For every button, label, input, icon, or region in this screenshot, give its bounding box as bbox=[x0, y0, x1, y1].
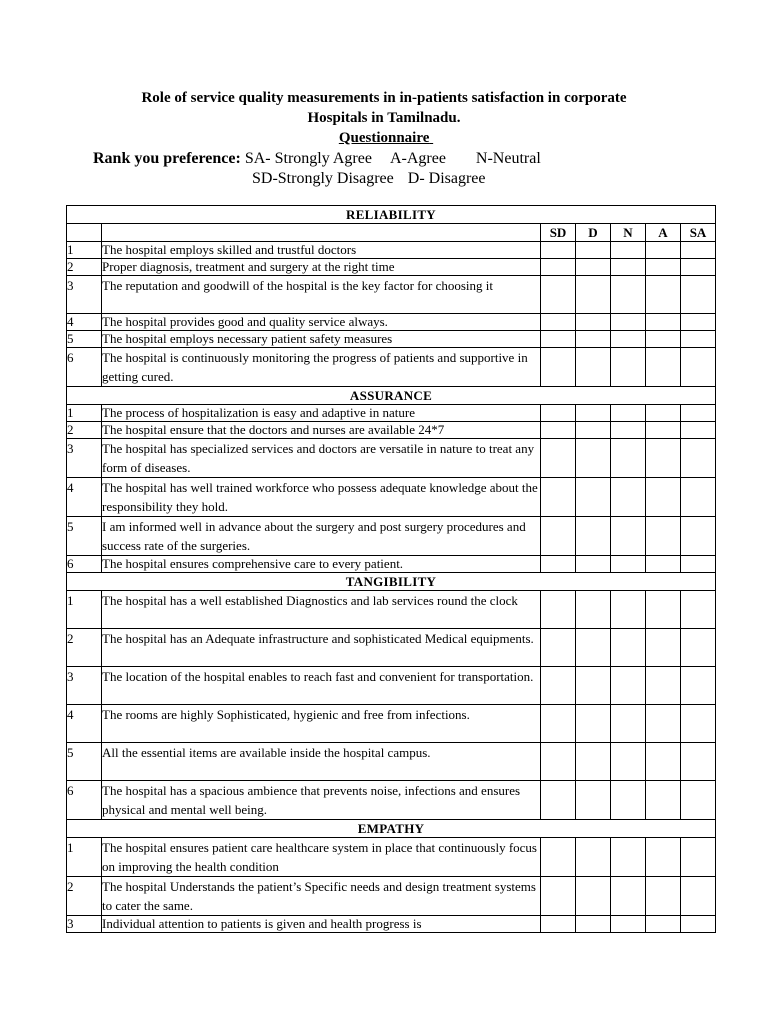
rating-cell-n[interactable] bbox=[611, 478, 646, 517]
question-number: 6 bbox=[67, 348, 102, 387]
question-text: The reputation and goodwill of the hospital is the key factor for choosing it bbox=[102, 276, 541, 314]
rating-column-header: SD bbox=[541, 224, 576, 242]
rank-label: Rank you preference: bbox=[93, 150, 241, 167]
question-text: The hospital ensures comprehensive care to every patient. bbox=[102, 556, 541, 573]
rating-cell-n[interactable] bbox=[611, 314, 646, 331]
question-row bbox=[67, 439, 716, 478]
rating-cell-d[interactable] bbox=[576, 422, 611, 439]
rating-cell-d[interactable] bbox=[576, 348, 611, 387]
rating-cell-d[interactable] bbox=[576, 705, 611, 743]
rating-cell-sd[interactable] bbox=[541, 838, 576, 877]
question-row bbox=[67, 838, 716, 877]
rating-cell-a[interactable] bbox=[646, 314, 681, 331]
question-row bbox=[67, 405, 716, 422]
rating-cell-n[interactable] bbox=[611, 331, 646, 348]
legend-a: A-Agree bbox=[389, 150, 446, 167]
rating-cell-d[interactable] bbox=[576, 781, 611, 820]
rating-cell-sd[interactable] bbox=[541, 781, 576, 820]
document-title-line2: Hospitals in Tamilnadu. bbox=[307, 110, 461, 126]
rating-cell-n[interactable] bbox=[611, 629, 646, 667]
rating-cell-sa[interactable] bbox=[681, 348, 716, 387]
rating-cell-a[interactable] bbox=[646, 629, 681, 667]
rating-cell-sd[interactable] bbox=[541, 259, 576, 276]
header-blank-cell bbox=[102, 224, 541, 242]
rating-cell-n[interactable] bbox=[611, 877, 646, 916]
rating-cell-d[interactable] bbox=[576, 331, 611, 348]
rating-cell-d[interactable] bbox=[576, 629, 611, 667]
section-row bbox=[67, 206, 716, 224]
question-number: 1 bbox=[67, 242, 102, 259]
rating-cell-sa[interactable] bbox=[681, 331, 716, 348]
questionnaire-heading: Questionnaire bbox=[338, 130, 430, 146]
rating-cell-sd[interactable] bbox=[541, 591, 576, 629]
rating-column-header: SA bbox=[681, 224, 716, 242]
rating-cell-a[interactable] bbox=[646, 478, 681, 517]
question-row bbox=[67, 478, 716, 517]
rating-cell-sd[interactable] bbox=[541, 439, 576, 478]
question-row bbox=[67, 629, 716, 667]
rating-cell-n[interactable] bbox=[611, 838, 646, 877]
rating-cell-a[interactable] bbox=[646, 781, 681, 820]
rating-cell-d[interactable] bbox=[576, 478, 611, 517]
rating-cell-a[interactable] bbox=[646, 877, 681, 916]
rating-cell-a[interactable] bbox=[646, 517, 681, 556]
rating-cell-a[interactable] bbox=[646, 743, 681, 781]
question-number: 3 bbox=[67, 667, 102, 705]
rating-cell-a[interactable] bbox=[646, 276, 681, 314]
question-row bbox=[67, 242, 716, 259]
rating-cell-sd[interactable] bbox=[541, 422, 576, 439]
section-row bbox=[67, 573, 716, 591]
rating-cell-sa[interactable] bbox=[681, 422, 716, 439]
section-row bbox=[67, 820, 716, 838]
rating-header-row bbox=[67, 224, 716, 242]
rating-cell-sa[interactable] bbox=[681, 556, 716, 573]
rating-cell-n[interactable] bbox=[611, 743, 646, 781]
rating-cell-d[interactable] bbox=[576, 439, 611, 478]
question-text: The hospital has a spacious ambience that prevents noise, infections and ensures physical and mental well being. bbox=[102, 781, 541, 820]
question-text: The hospital employs skilled and trustful doctors bbox=[102, 242, 541, 259]
question-number: 5 bbox=[67, 331, 102, 348]
rating-cell-a[interactable] bbox=[646, 242, 681, 259]
question-text: The hospital ensure that the doctors and nurses are available 24*7 bbox=[102, 422, 541, 439]
rating-cell-sd[interactable] bbox=[541, 743, 576, 781]
rating-cell-sa[interactable] bbox=[681, 838, 716, 877]
rating-cell-n[interactable] bbox=[611, 517, 646, 556]
question-text: Individual attention to patients is given and health progress is bbox=[102, 916, 541, 933]
rating-cell-a[interactable] bbox=[646, 916, 681, 933]
rating-cell-sd[interactable] bbox=[541, 478, 576, 517]
question-number: 6 bbox=[67, 781, 102, 820]
rating-cell-sd[interactable] bbox=[541, 705, 576, 743]
question-text: The hospital ensures patient care healthcare system in place that continuously focus on improving the health condition bbox=[102, 838, 541, 877]
rating-cell-sd[interactable] bbox=[541, 405, 576, 422]
section-title: RELIABILITY bbox=[67, 206, 716, 224]
rating-cell-d[interactable] bbox=[576, 405, 611, 422]
rating-cell-a[interactable] bbox=[646, 331, 681, 348]
rating-cell-sa[interactable] bbox=[681, 781, 716, 820]
rating-cell-d[interactable] bbox=[576, 916, 611, 933]
question-number: 1 bbox=[67, 405, 102, 422]
question-row bbox=[67, 781, 716, 820]
rating-cell-a[interactable] bbox=[646, 259, 681, 276]
rank-preference-line bbox=[93, 149, 541, 169]
rating-cell-a[interactable] bbox=[646, 667, 681, 705]
question-row bbox=[67, 348, 716, 387]
legend-n: N-Neutral bbox=[475, 150, 541, 167]
question-row bbox=[67, 517, 716, 556]
rating-cell-sd[interactable] bbox=[541, 556, 576, 573]
question-number: 6 bbox=[67, 556, 102, 573]
rating-cell-sd[interactable] bbox=[541, 276, 576, 314]
rating-cell-sa[interactable] bbox=[681, 242, 716, 259]
question-row bbox=[67, 591, 716, 629]
question-number: 2 bbox=[67, 629, 102, 667]
question-text: The hospital employs necessary patient safety measures bbox=[102, 331, 541, 348]
rating-cell-sa[interactable] bbox=[681, 276, 716, 314]
rating-cell-n[interactable] bbox=[611, 916, 646, 933]
rating-cell-a[interactable] bbox=[646, 705, 681, 743]
rating-cell-sa[interactable] bbox=[681, 314, 716, 331]
rating-cell-n[interactable] bbox=[611, 242, 646, 259]
rating-cell-a[interactable] bbox=[646, 591, 681, 629]
rating-cell-sd[interactable] bbox=[541, 242, 576, 259]
question-row bbox=[67, 331, 716, 348]
document-title-line1: Role of service quality measurements in in-patients satisfaction in corporate bbox=[141, 90, 627, 106]
rating-column-header: N bbox=[611, 224, 646, 242]
rating-cell-d[interactable] bbox=[576, 259, 611, 276]
rating-cell-d[interactable] bbox=[576, 276, 611, 314]
rating-cell-sd[interactable] bbox=[541, 877, 576, 916]
questionnaire-table bbox=[66, 205, 716, 933]
rating-cell-d[interactable] bbox=[576, 838, 611, 877]
rating-cell-d[interactable] bbox=[576, 556, 611, 573]
rating-cell-n[interactable] bbox=[611, 422, 646, 439]
question-text: The hospital has specialized services and doctors are versatile in nature to treat any form of diseases. bbox=[102, 439, 541, 478]
rating-cell-sa[interactable] bbox=[681, 877, 716, 916]
question-row bbox=[67, 916, 716, 933]
rating-cell-sd[interactable] bbox=[541, 517, 576, 556]
question-row bbox=[67, 259, 716, 276]
rating-cell-n[interactable] bbox=[611, 276, 646, 314]
section-row bbox=[67, 387, 716, 405]
rating-cell-n[interactable] bbox=[611, 781, 646, 820]
question-text: I am informed well in advance about the surgery and post surgery procedures and success rate of the surgeries. bbox=[102, 517, 541, 556]
question-text: The rooms are highly Sophisticated, hygienic and free from infections. bbox=[102, 705, 541, 743]
rating-cell-n[interactable] bbox=[611, 667, 646, 705]
rating-cell-sa[interactable] bbox=[681, 478, 716, 517]
question-text: Proper diagnosis, treatment and surgery at the right time bbox=[102, 259, 541, 276]
rating-cell-d[interactable] bbox=[576, 877, 611, 916]
rating-cell-sa[interactable] bbox=[681, 743, 716, 781]
question-row bbox=[67, 705, 716, 743]
section-title: TANGIBILITY bbox=[67, 573, 716, 591]
question-text: The hospital provides good and quality service always. bbox=[102, 314, 541, 331]
section-title: EMPATHY bbox=[67, 820, 716, 838]
rating-cell-sd[interactable] bbox=[541, 331, 576, 348]
question-row bbox=[67, 667, 716, 705]
rating-cell-sd[interactable] bbox=[541, 348, 576, 387]
rating-cell-sd[interactable] bbox=[541, 667, 576, 705]
rating-cell-n[interactable] bbox=[611, 259, 646, 276]
rating-column-header: A bbox=[646, 224, 681, 242]
rating-cell-d[interactable] bbox=[576, 667, 611, 705]
rating-cell-n[interactable] bbox=[611, 556, 646, 573]
rating-cell-sa[interactable] bbox=[681, 259, 716, 276]
rating-cell-a[interactable] bbox=[646, 422, 681, 439]
rating-cell-sd[interactable] bbox=[541, 314, 576, 331]
question-number: 5 bbox=[67, 517, 102, 556]
rating-cell-n[interactable] bbox=[611, 705, 646, 743]
question-number: 4 bbox=[67, 478, 102, 517]
section-title: ASSURANCE bbox=[67, 387, 716, 405]
question-number: 2 bbox=[67, 422, 102, 439]
rating-cell-a[interactable] bbox=[646, 405, 681, 422]
question-number: 3 bbox=[67, 916, 102, 933]
rating-cell-d[interactable] bbox=[576, 314, 611, 331]
rating-cell-sa[interactable] bbox=[681, 517, 716, 556]
question-row bbox=[67, 314, 716, 331]
rating-cell-d[interactable] bbox=[576, 242, 611, 259]
rating-cell-sa[interactable] bbox=[681, 667, 716, 705]
rating-cell-n[interactable] bbox=[611, 591, 646, 629]
rating-cell-a[interactable] bbox=[646, 556, 681, 573]
question-number: 4 bbox=[67, 314, 102, 331]
rating-cell-d[interactable] bbox=[576, 591, 611, 629]
question-text: The process of hospitalization is easy and adaptive in nature bbox=[102, 405, 541, 422]
question-row bbox=[67, 556, 716, 573]
question-number: 3 bbox=[67, 439, 102, 478]
question-text: All the essential items are available inside the hospital campus. bbox=[102, 743, 541, 781]
question-number: 1 bbox=[67, 591, 102, 629]
question-text: The hospital Understands the patient’s Specific needs and design treatment systems to cater the same. bbox=[102, 877, 541, 916]
rating-cell-sa[interactable] bbox=[681, 439, 716, 478]
rating-cell-sa[interactable] bbox=[681, 591, 716, 629]
rating-cell-sa[interactable] bbox=[681, 405, 716, 422]
question-row bbox=[67, 276, 716, 314]
question-number: 2 bbox=[67, 259, 102, 276]
rating-cell-sd[interactable] bbox=[541, 916, 576, 933]
rating-cell-a[interactable] bbox=[646, 838, 681, 877]
question-number: 1 bbox=[67, 838, 102, 877]
rank-preference-line2 bbox=[252, 169, 486, 189]
question-number: 4 bbox=[67, 705, 102, 743]
question-row bbox=[67, 743, 716, 781]
rating-column-header: D bbox=[576, 224, 611, 242]
question-number: 3 bbox=[67, 276, 102, 314]
rating-cell-sa[interactable] bbox=[681, 629, 716, 667]
rating-cell-a[interactable] bbox=[646, 348, 681, 387]
question-text: The location of the hospital enables to reach fast and convenient for transportation. bbox=[102, 667, 541, 705]
question-text: The hospital has well trained workforce who possess adequate knowledge about the responsibility they hold. bbox=[102, 478, 541, 517]
rating-cell-sd[interactable] bbox=[541, 629, 576, 667]
legend-sa: SA- Strongly Agree bbox=[244, 150, 372, 167]
rating-cell-d[interactable] bbox=[576, 517, 611, 556]
rating-cell-d[interactable] bbox=[576, 743, 611, 781]
rating-cell-n[interactable] bbox=[611, 439, 646, 478]
question-text: The hospital has a well established Diagnostics and lab services round the clock bbox=[102, 591, 541, 629]
question-number: 5 bbox=[67, 743, 102, 781]
rating-cell-n[interactable] bbox=[611, 405, 646, 422]
question-row bbox=[67, 877, 716, 916]
legend-d: D- Disagree bbox=[407, 170, 486, 187]
question-row bbox=[67, 422, 716, 439]
questionnaire-heading-wrap bbox=[0, 128, 768, 148]
rating-cell-sa[interactable] bbox=[681, 916, 716, 933]
rating-cell-a[interactable] bbox=[646, 439, 681, 478]
question-number: 2 bbox=[67, 877, 102, 916]
rating-cell-sa[interactable] bbox=[681, 705, 716, 743]
question-text: The hospital has an Adequate infrastructure and sophisticated Medical equipments. bbox=[102, 629, 541, 667]
rating-cell-n[interactable] bbox=[611, 348, 646, 387]
header-blank-cell bbox=[67, 224, 102, 242]
legend-sd: SD-Strongly Disagree bbox=[252, 170, 394, 187]
question-text: The hospital is continuously monitoring the progress of patients and supportive in getting cured. bbox=[102, 348, 541, 387]
